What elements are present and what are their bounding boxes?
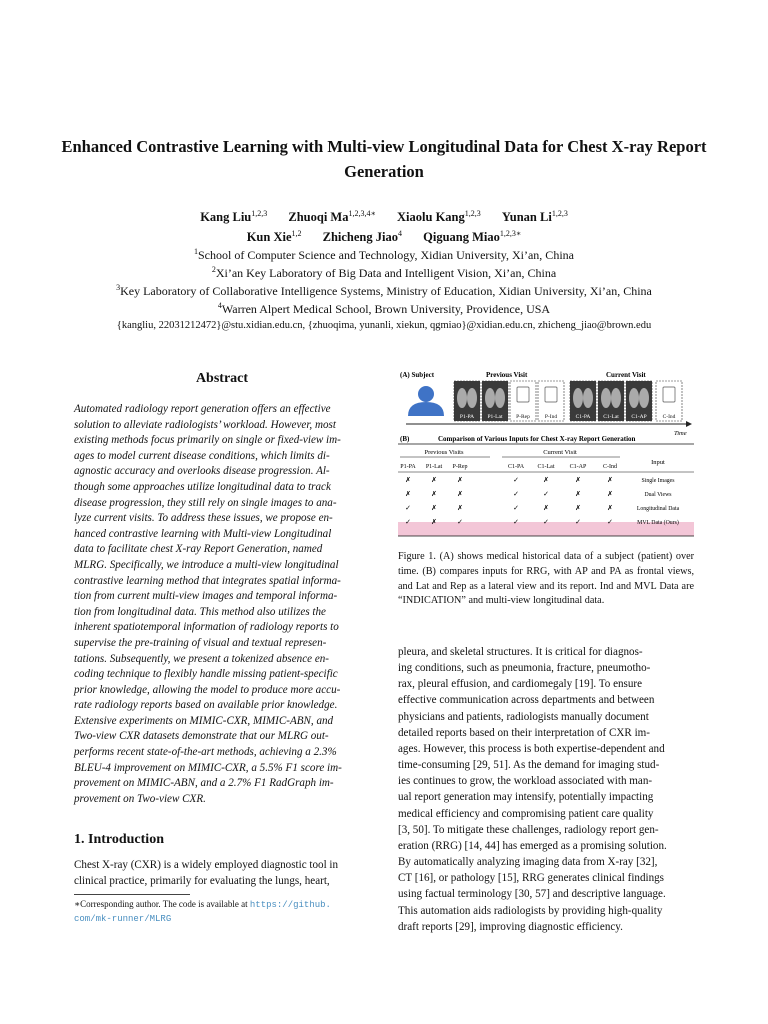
- cell-mark: ✗: [405, 476, 411, 484]
- figure-label-a: (A) Subject: [400, 371, 435, 379]
- body-line: eration (RRG) [14, 44] has emerged as a promising solution.: [398, 839, 667, 852]
- cell-mark: ✓: [513, 504, 519, 512]
- abstract-line: though some approaches utilize longitudinal data to track: [74, 480, 331, 493]
- column-header: C-Ind: [603, 464, 617, 470]
- tile-label: P1-PA: [459, 414, 475, 420]
- abstract-line: existing methods focus primarily on single or fixed-view im-: [74, 434, 341, 447]
- abstract-line: Automated radiology report generation offers an effective: [74, 403, 331, 415]
- cell-mark: ✗: [575, 476, 581, 484]
- tile-label: P-Rep: [516, 414, 530, 420]
- abstract-line: provement on Two-view CXR.: [74, 792, 206, 805]
- cell-mark: ✗: [457, 490, 463, 498]
- tile-label: C-Ind: [662, 414, 676, 420]
- abstract-line: data to facilitate chest X-ray Report Generation, named: [74, 543, 323, 556]
- body-line: pleura, and skeletal structures. It is critical for diagnos-: [398, 646, 643, 658]
- cell-mark: ✓: [405, 504, 411, 512]
- affiliation-2: $^2$Xi’an Key Laboratory of Big Data and Intelligent Vision, Xi’an, China: [211, 265, 557, 280]
- cell-mark: ✓: [543, 518, 549, 526]
- affiliation-1: $^1$School of Computer Science and Technology, Xidian University, Xi’an, China: [194, 247, 574, 262]
- row-label: MVL Data (Ours): [637, 520, 679, 526]
- table-title: Comparison of Various Inputs for Chest X-ray Report Generation: [438, 435, 636, 443]
- body-line: physicians and patients, radiologists manually document: [398, 710, 649, 723]
- cell-mark: ✓: [575, 518, 581, 526]
- tile-label: C1-PA: [575, 414, 591, 420]
- cell-mark: ✗: [457, 504, 463, 512]
- author: Qiguang Miao$^{1,2,3∗}$: [423, 229, 522, 245]
- row-label: Longitudinal Data: [636, 506, 680, 512]
- body-line: using factual terminology [30, 57] and descriptive language.: [398, 888, 666, 901]
- abstract-line: inherent spatiotemporal information of radiology reports to: [74, 621, 339, 634]
- visit-tile: [538, 381, 564, 421]
- visit-tile: [510, 381, 536, 421]
- current-visit-label: Current Visit: [606, 371, 646, 379]
- section-heading-introduction: 1. Introduction: [74, 832, 164, 847]
- abstract-line: rate radiology reports based on available prior knowledge.: [74, 699, 338, 712]
- abstract-line: tations. Subsequently, we present a tokenized absence en-: [74, 652, 329, 665]
- cell-mark: ✗: [607, 476, 613, 484]
- body-line: effective communication across departments and between: [398, 694, 655, 707]
- cell-mark: ✗: [543, 476, 549, 484]
- previous-visit-label: Previous Visit: [486, 371, 528, 379]
- cell-mark: ✗: [575, 504, 581, 512]
- cell-mark: ✗: [543, 504, 549, 512]
- body-line: time-consuming [29, 51]. As the demand for imaging stud-: [398, 759, 660, 772]
- author: Kun Xie$^{1,2}$: [246, 229, 302, 245]
- abstract-body: [74, 402, 370, 807]
- body-line: ies continues to grow, the workload associated with man-: [398, 775, 653, 788]
- abstract-line: agnostic accuracy and overlooks disease progression. Al-: [74, 465, 330, 478]
- column-header: P1-Lat: [425, 464, 443, 470]
- cell-mark: ✗: [431, 476, 437, 484]
- person-icon: [408, 386, 444, 416]
- abstract-heading: Abstract: [195, 371, 249, 386]
- column-header: P1-PA: [400, 464, 416, 470]
- cell-mark: ✓: [543, 490, 549, 498]
- authors-line-2: [0, 229, 768, 245]
- abstract-line: prior knowledge, allowing the model to produce more accu-: [74, 683, 341, 696]
- tile-label: P-Ind: [544, 414, 558, 420]
- timeline-arrow-icon: [686, 421, 692, 427]
- cell-mark: ✓: [607, 518, 613, 526]
- visit-tile: [570, 381, 596, 421]
- body-line: rax, pleural effusion, and cardiomegaly [19]. To ensure: [398, 678, 643, 691]
- abstract-line: solution to alleviate radiologists’ workload. However, most: [74, 418, 336, 431]
- figure-1: [398, 368, 694, 540]
- author: Xiaolu Kang$^{1,2,3}$: [397, 209, 481, 225]
- abstract-line: coding technique to flexibly handle missing patient-specific: [74, 668, 338, 681]
- visit-tile: [626, 381, 652, 421]
- time-label: Time: [674, 430, 687, 437]
- abstract-line: tion from longitudinal data. This method also utilizes the: [74, 605, 326, 618]
- cell-mark: ✗: [431, 490, 437, 498]
- body-line: ing conditions, such as pneumonia, fracture, pneumotho-: [398, 662, 651, 675]
- tile-label: C1-AP: [631, 414, 647, 420]
- abstract-line: lyze current visits. To address these issues, we propose en-: [74, 512, 333, 525]
- body-line: ual report generation may intensify, potentially impacting: [398, 791, 654, 804]
- tile-label: P1-Lat: [487, 414, 503, 420]
- abstract-line: tion from current multi-view images and temporal informa-: [74, 590, 338, 603]
- visit-tile: [656, 381, 682, 421]
- paper-title: Enhanced Contrastive Learning with Multi-view Longitudinal Data for Chest X-ray Report Generation: [61, 137, 707, 181]
- cell-mark: ✓: [513, 518, 519, 526]
- author: Zhicheng Jiao$^4$: [322, 229, 402, 245]
- abstract-line: disease progression, they still rely on single images to ana-: [74, 496, 337, 509]
- abstract-line: supervise the pre-training of visual and textual represen-: [74, 636, 327, 649]
- author: Kang Liu$^{1,2,3}$: [200, 209, 268, 225]
- introduction-body: [74, 857, 370, 889]
- abstract-line: Two-view CXR datasets demonstrate that our MLRG out-: [74, 730, 329, 743]
- column-header: P-Rep: [452, 464, 468, 470]
- tile-label: C1-Lat: [603, 414, 619, 420]
- cell-mark: ✗: [431, 518, 437, 526]
- code-link-continued[interactable]: com/mk-runner/MLRG: [74, 914, 172, 924]
- body-line: clinical practice, primarily for evaluating the lungs, heart,: [74, 875, 330, 887]
- cell-mark: ✗: [607, 504, 613, 512]
- body-line: Chest X-ray (CXR) is a widely employed diagnostic tool in: [74, 859, 339, 871]
- cell-mark: ✗: [607, 490, 613, 498]
- figure-caption: Figure 1. (A) shows medical historical data of a subject (patient) over time. (B) compares inputs for RRG, with AP and PA as frontal views, and Lat and Rep as a lateral view and its report. Ind and MVL Data are “INDICATION” and multi-view longitudinal data.: [398, 551, 694, 607]
- author-emails: {kangliu, 22031212472}@stu.xidian.edu.cn, {zhuoqima, yunanli, xiekun, qgmiao}@xidian.edu.cn, zhicheng_jiao@brown.edu: [116, 320, 652, 331]
- input-header: Input: [651, 459, 665, 466]
- cell-mark: ✓: [405, 518, 411, 526]
- row-label: Single Images: [641, 478, 675, 484]
- right-column-body: [398, 644, 694, 935]
- body-line: [3, 50]. To mitigate these challenges, radiology report gen-: [398, 823, 659, 836]
- cell-mark: ✗: [457, 476, 463, 484]
- abstract-line: BLEU-4 improvement on MIMIC-CXR, a 5.5% F1 score im-: [74, 761, 342, 774]
- visit-tile: [454, 381, 480, 421]
- abstract-line: MLRG. Specifically, we introduce a multi-view longitudinal: [74, 558, 339, 571]
- cell-mark: ✗: [405, 490, 411, 498]
- body-line: draft reports [29], improving diagnostic efficiency.: [398, 920, 623, 933]
- footnote: [74, 898, 370, 926]
- body-line: ages. However, this process is both expertise-dependent and: [398, 742, 665, 755]
- figure-label-b: (B): [400, 435, 410, 443]
- body-line: By automatically analyzing imaging data from X-ray [32],: [398, 856, 658, 869]
- column-header: C1-PA: [507, 464, 525, 470]
- body-line: CT [16], or pathology [15], RRG generates clinical findings: [398, 872, 664, 885]
- cell-mark: ✓: [513, 476, 519, 484]
- abstract-line: ages to model current disease conditions, which limits di-: [74, 449, 330, 462]
- body-line: This automation aids radiologists by providing high-quality: [398, 904, 663, 917]
- body-line: medical efficiency and compromising patient care quality: [398, 807, 654, 820]
- column-header: C1-Lat: [537, 464, 555, 470]
- row-label: Dual Views: [644, 492, 672, 498]
- visit-tile: [482, 381, 508, 421]
- footnote-text: ∗Corresponding author. The code is available at: [74, 899, 250, 909]
- footnote-divider: [74, 894, 190, 895]
- authors-line-1: [0, 209, 768, 225]
- cell-mark: ✗: [431, 504, 437, 512]
- affiliation-3: $^3$Key Laboratory of Collaborative Intelligence Systems, Ministry of Education, Xidian University, Xi’an, China: [116, 283, 652, 298]
- abstract-line: provement on MIMIC-ABN, and a 2.7% F1 RadGraph im-: [74, 777, 334, 790]
- body-line: detailed reports based on their interpretation of CXR im-: [398, 726, 651, 739]
- visit-tile: [598, 381, 624, 421]
- abstract-line: contrastive learning method that integrates spatial informa-: [74, 574, 341, 587]
- previous-visits-group: Previous Visits: [424, 449, 464, 456]
- author: Yunan Li$^{1,2,3}$: [501, 209, 568, 225]
- abstract-line: Extensive experiments on MIMIC-CXR, MIMIC-ABN, and: [74, 714, 334, 727]
- author: Zhuoqi $Ma^{1,2,3,4∗}$: [288, 209, 376, 225]
- code-link[interactable]: https://github.: [249, 900, 331, 910]
- abstract-line: performs recent state-of-the-art methods, achieving a 2.3%: [74, 746, 337, 759]
- column-header: C1-AP: [569, 464, 587, 470]
- affiliation-4: $^4$Warren Alpert Medical School, Brown University, Providence, USA: [217, 301, 551, 316]
- cell-mark: ✓: [457, 518, 463, 526]
- current-visit-group: Current Visit: [543, 449, 577, 456]
- cell-mark: ✗: [575, 490, 581, 498]
- cell-mark: ✓: [513, 490, 519, 498]
- abstract-line: hanced contrastive learning with Multi-view Longitudinal: [74, 527, 332, 540]
